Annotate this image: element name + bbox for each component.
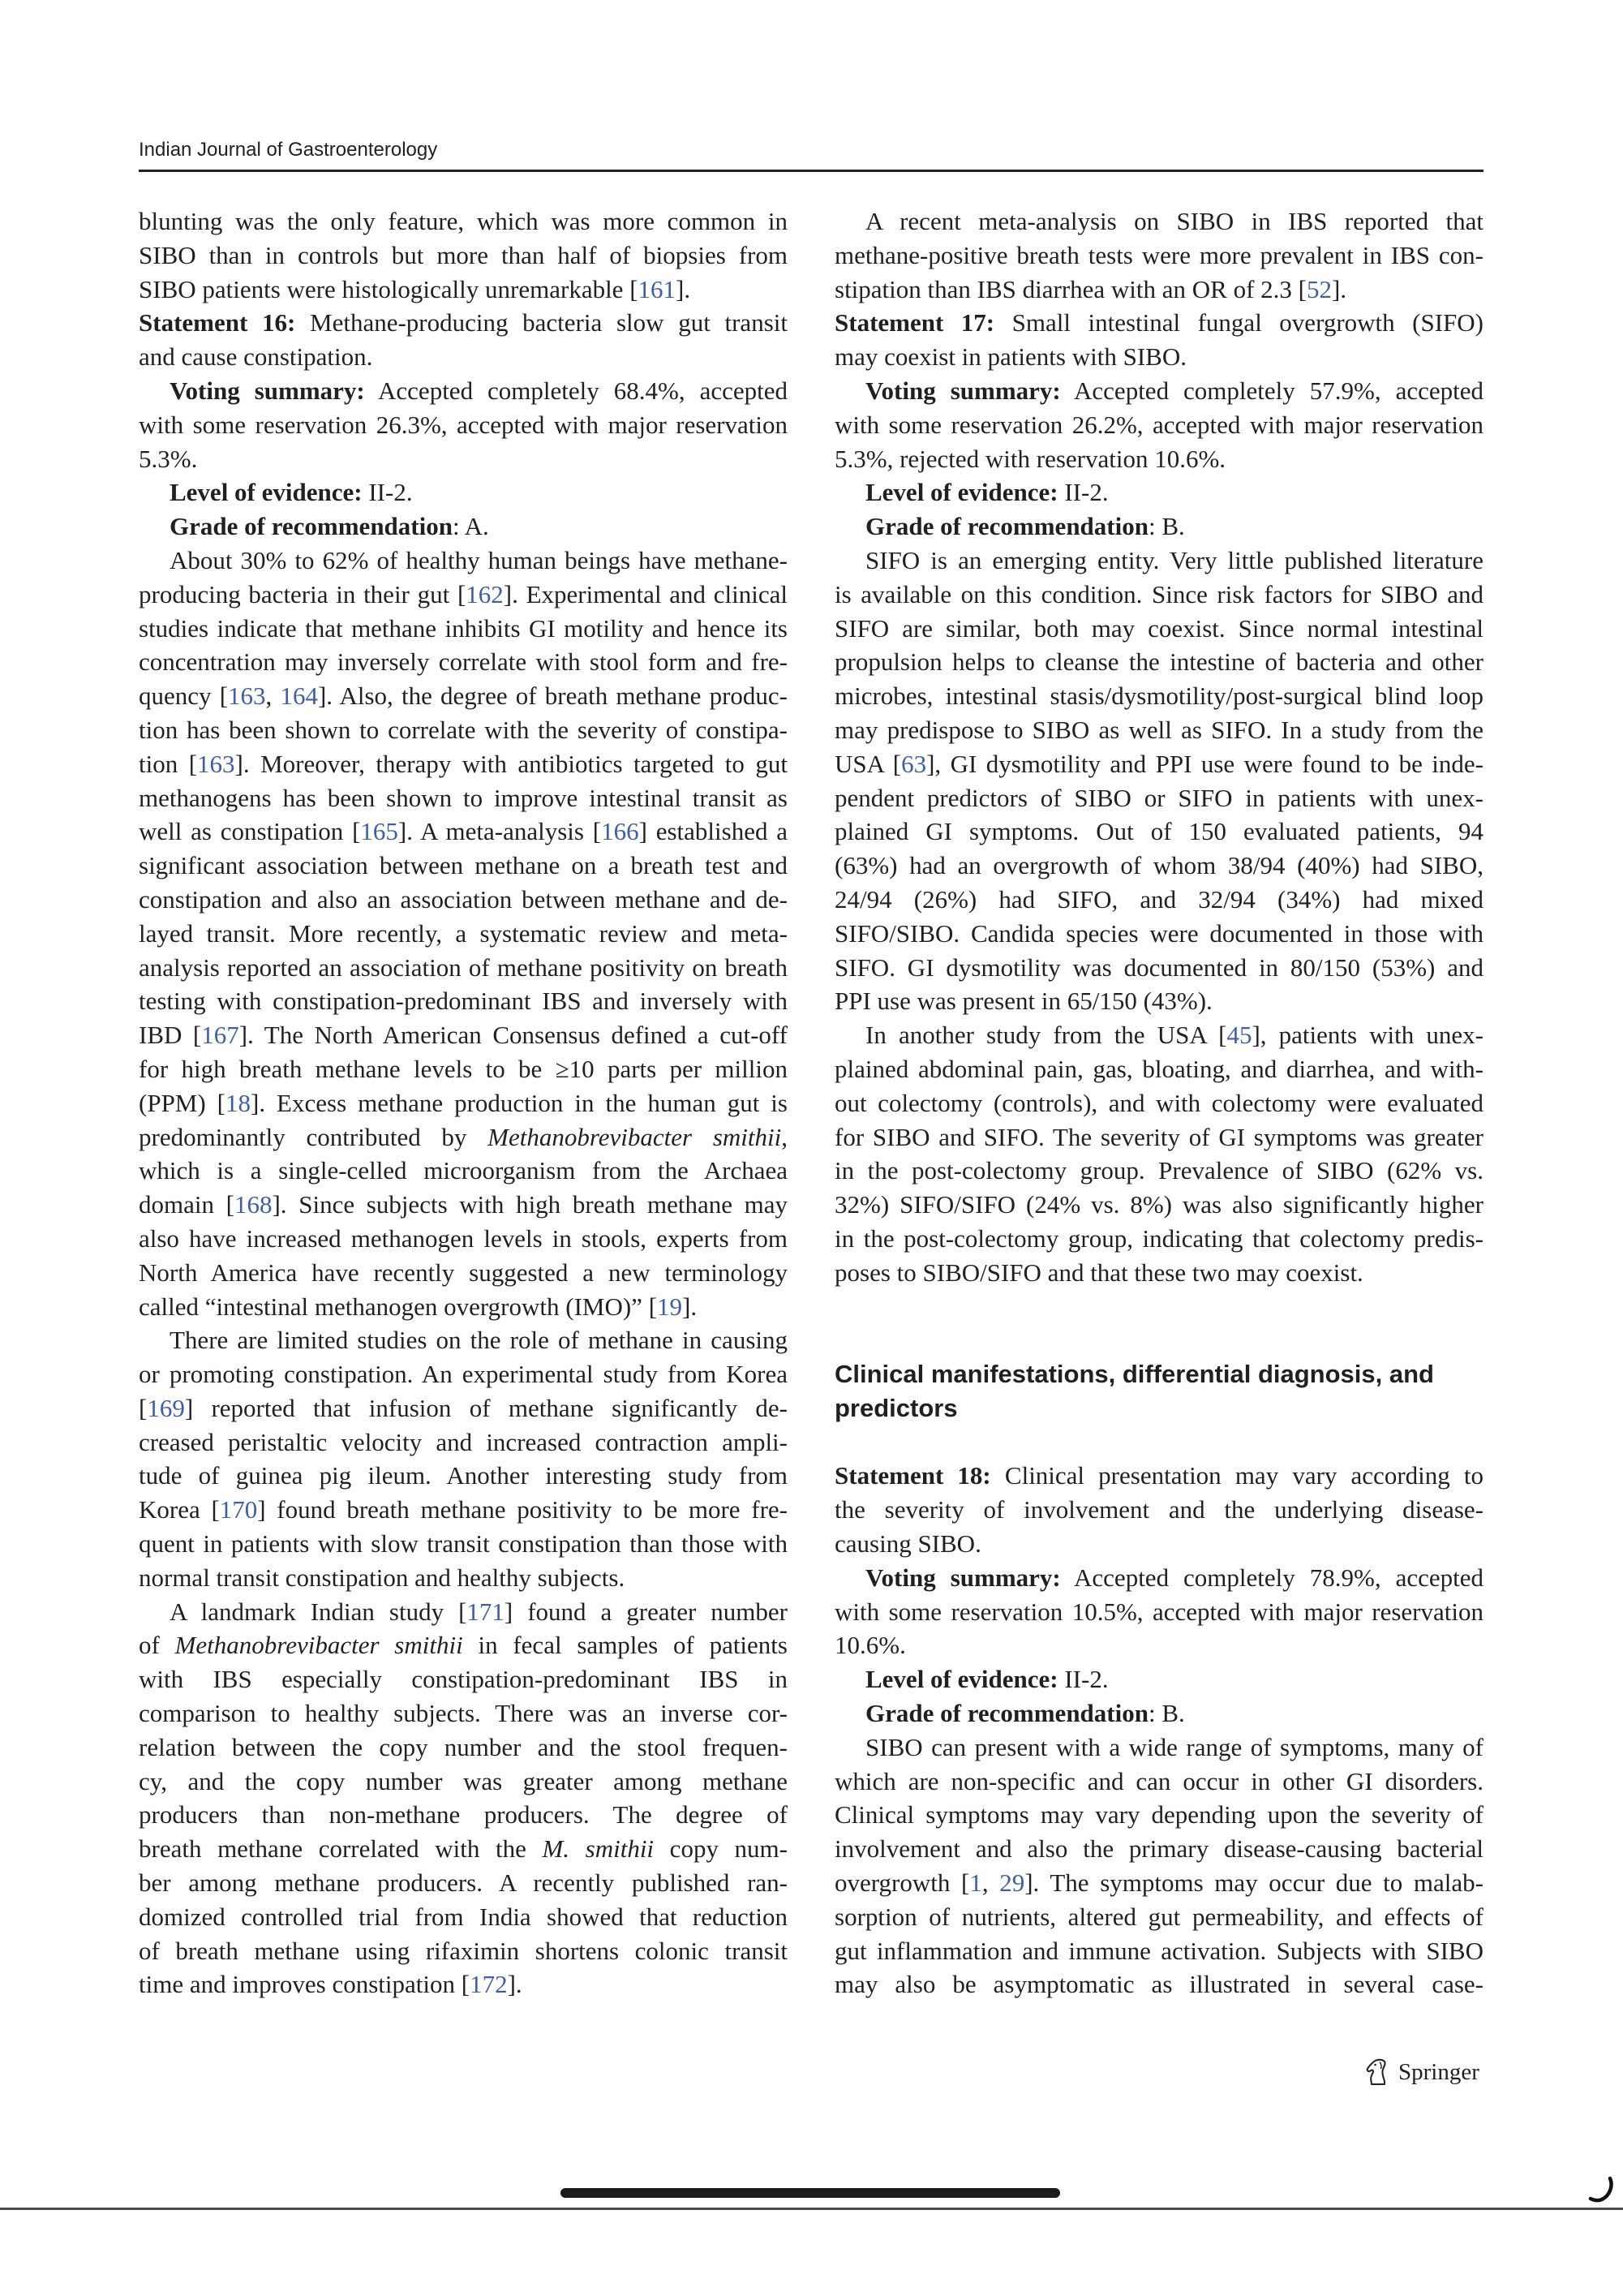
text-line <box>139 849 788 883</box>
home-indicator[interactable] <box>560 2188 1060 2198</box>
text-run: predominantly contributed by <box>139 1122 488 1151</box>
text-line <box>139 1798 788 1832</box>
text-line <box>139 645 788 679</box>
text-run: involvement and also the primary disease-causing bacterial <box>835 1834 1483 1864</box>
text-line <box>835 951 1483 985</box>
text-line <box>835 1662 1483 1696</box>
text-run: ]. Since subjects with high breath methane may <box>272 1190 788 1219</box>
text-line <box>139 544 788 578</box>
text-run: ]. Also, the degree of breath methane produc- <box>317 681 788 711</box>
text-line <box>139 1459 788 1493</box>
body-paragraph <box>139 1595 788 2002</box>
text-run: comparison to healthy subjects. There was an inverse cor- <box>139 1699 788 1728</box>
text-line <box>835 1493 1483 1527</box>
text-run: ]. <box>507 1970 522 1999</box>
viewer-bottom-edge <box>0 2208 1623 2210</box>
body-paragraph <box>835 544 1483 1018</box>
text-line <box>139 1832 788 1866</box>
text-run: ]. <box>682 1292 698 1321</box>
text-run: which are non-specific and can occur in other GI disorders. <box>835 1766 1483 1795</box>
text-line <box>835 1866 1483 1900</box>
text-run: 10.6%. <box>835 1631 906 1660</box>
text-run: (63%) had an overgrowth of whom 38/94 (40%) had SIBO, <box>835 851 1483 880</box>
text-line <box>139 1527 788 1561</box>
text-run: blunting was the only feature, which was more common in <box>139 207 788 235</box>
text-line <box>139 951 788 985</box>
text-run: normal transit constipation and healthy subjects. <box>139 1563 625 1592</box>
text-run: tion [ <box>139 749 198 778</box>
text-line <box>835 1696 1483 1731</box>
consensus-detail <box>835 374 1483 475</box>
italic-term: Methanobrevibacter smithii <box>487 1122 782 1151</box>
body-paragraph <box>139 544 788 1323</box>
text-line <box>139 1425 788 1460</box>
text-run: ]. A meta-analysis [ <box>397 817 602 846</box>
text-line <box>835 1188 1483 1222</box>
text-line <box>835 510 1483 544</box>
citation-link[interactable]: 1 <box>969 1868 982 1898</box>
consensus-detail <box>835 1662 1483 1696</box>
text-run: producers than non-methane producers. The degree of <box>139 1800 788 1829</box>
text-run: USA [ <box>835 749 902 778</box>
text-line <box>835 1527 1483 1561</box>
text-run: for high breath methane levels to be ≥10 parts per million <box>139 1054 788 1083</box>
text-run: [ <box>139 1393 148 1422</box>
text-run: PPI use was present in 65/150 (43%). <box>835 987 1213 1016</box>
text-run: testing with constipation-predominant IBS and inversely with <box>139 987 788 1016</box>
text-line <box>835 1967 1483 2001</box>
text-run: plained GI symptoms. Out of 150 evaluated patients, 94 <box>835 817 1483 846</box>
text-run: North America have recently suggested a new terminology <box>139 1258 788 1287</box>
bold-label: Voting summary: <box>865 376 1061 405</box>
text-run: predictors <box>835 1393 958 1422</box>
text-run: for SIBO and SIFO. The severity of GI symptoms was greater <box>835 1122 1483 1151</box>
text-line <box>835 1900 1483 1934</box>
text-line <box>139 578 788 612</box>
text-run: , <box>781 1122 788 1151</box>
text-run: propulsion helps to cleanse the intestine of bacteria and other <box>835 647 1483 677</box>
text-run: overgrowth [ <box>835 1868 970 1898</box>
text-line <box>835 883 1483 917</box>
text-run: Accepted completely 78.9%, accepted <box>1060 1563 1483 1592</box>
bold-label: Statement 18: <box>835 1461 991 1490</box>
text-line <box>139 1900 788 1934</box>
text-line <box>835 273 1483 307</box>
text-line <box>835 1561 1483 1595</box>
text-run: creased peristaltic velocity and increased contraction ampli- <box>139 1427 788 1456</box>
bold-label: Grade of recommendation <box>865 512 1149 541</box>
text-run: II-2. <box>1058 1665 1109 1694</box>
text-run: relation between the copy number and the stool frequen- <box>139 1732 788 1761</box>
citation-link[interactable]: 163 <box>197 749 235 778</box>
text-line <box>835 1731 1483 1765</box>
text-run: cy, and the copy number was greater among methane <box>139 1766 788 1795</box>
text-line <box>139 1731 788 1765</box>
heading-line <box>835 1357 1483 1391</box>
citation-link[interactable]: 161 <box>638 274 676 303</box>
text-run: of <box>139 1631 175 1660</box>
text-run: microbes, intestinal stasis/dysmotility/post-surgical blind loop <box>835 681 1483 711</box>
text-run: SIFO/SIBO. Candida species were documented in those with <box>835 918 1483 948</box>
text-line <box>835 747 1483 781</box>
text-run: pendent predictors of SIBO or SIFO in patients with unex- <box>835 783 1483 812</box>
springer-knight-icon <box>1363 2057 1392 2087</box>
text-run: called “intestinal methanogen overgrowth (IMO)” [ <box>139 1292 658 1321</box>
text-run: plained abdominal pain, gas, bloating, and diarrhea, and with- <box>835 1054 1483 1083</box>
text-line <box>835 1018 1483 1052</box>
text-line <box>139 475 788 510</box>
text-run: may predispose to SIBO as well as SIFO. In a study from the <box>835 715 1483 744</box>
text-run: : A. <box>452 512 489 541</box>
text-run: poses to SIBO/SIFO and that these two may coexist. <box>835 1258 1363 1287</box>
text-run: gut inflammation and immune activation. Subjects with SIBO <box>835 1936 1483 1965</box>
citation-link[interactable]: 166 <box>601 817 639 846</box>
body-paragraph <box>835 1018 1483 1289</box>
statement-paragraph <box>835 306 1483 374</box>
text-run: ]. Excess methane production in the human gut is <box>251 1088 788 1117</box>
right-column <box>835 204 1483 2001</box>
text-run: also have increased methanogen levels in stools, experts from <box>139 1223 788 1253</box>
text-run: , <box>265 681 281 711</box>
text-line <box>139 1967 788 2001</box>
text-line <box>139 1323 788 1357</box>
text-line <box>139 1290 788 1324</box>
text-line <box>139 612 788 646</box>
text-run: significant association between methane on a breath test and <box>139 851 788 880</box>
italic-term: Methanobrevibacter smithii <box>174 1631 463 1660</box>
consensus-detail <box>835 510 1483 544</box>
citation-link[interactable]: 18 <box>225 1088 251 1117</box>
text-line <box>139 1493 788 1527</box>
text-run: with some reservation 10.5%, accepted with major reservation <box>835 1597 1483 1626</box>
text-line <box>835 374 1483 408</box>
citation-link[interactable]: 169 <box>147 1393 185 1422</box>
bold-label: Voting summary: <box>865 1563 1061 1592</box>
text-run: : B. <box>1148 512 1185 541</box>
text-run: SIBO can present with a wide range of symptoms, many of <box>865 1732 1483 1761</box>
text-line <box>139 1357 788 1391</box>
text-run: II-2. <box>1058 478 1109 507</box>
text-line <box>139 1595 788 1629</box>
text-line <box>139 374 788 408</box>
consensus-detail <box>139 374 788 475</box>
text-line <box>835 408 1483 442</box>
section-heading <box>835 1357 1483 1425</box>
consensus-detail <box>139 475 788 510</box>
text-line <box>835 1595 1483 1629</box>
text-run: or promoting constipation. An experimental study from Korea <box>139 1360 788 1389</box>
text-run: in the post-colectomy group, indicating that colectomy predis- <box>835 1223 1483 1253</box>
text-line <box>139 679 788 713</box>
text-line <box>139 1256 788 1290</box>
text-line <box>139 1765 788 1799</box>
continued-paragraph <box>139 204 788 306</box>
text-run: out colectomy (controls), and with colectomy were evaluated <box>835 1088 1483 1117</box>
text-line <box>835 612 1483 646</box>
bold-label: Statement 16: <box>139 308 296 338</box>
text-line <box>139 1086 788 1120</box>
text-line <box>835 544 1483 578</box>
text-run: : B. <box>1148 1699 1185 1728</box>
text-line <box>139 442 788 476</box>
text-line <box>139 1391 788 1425</box>
consensus-detail <box>835 1561 1483 1662</box>
text-run: ] reported that infusion of methane significantly de- <box>184 1393 788 1422</box>
text-run: analysis reported an association of methane positivity on breath <box>139 952 788 982</box>
text-run: ] established a <box>638 817 788 846</box>
text-line <box>835 1052 1483 1086</box>
text-run: A recent meta-analysis on SIBO in IBS reported that <box>865 207 1483 235</box>
text-line <box>139 815 788 849</box>
text-run: 24/94 (26%) had SIFO, and 32/94 (34%) had mixed <box>835 884 1483 914</box>
journal-running-head: Indian Journal of Gastroenterology <box>139 139 438 161</box>
text-run: may coexist in patients with SIBO. <box>835 342 1187 372</box>
citation-link[interactable]: 162 <box>466 579 504 608</box>
text-run: Clinical manifestations, differential diagnosis, and <box>835 1360 1434 1389</box>
text-line <box>835 1120 1483 1154</box>
text-run: time and improves constipation [ <box>139 1970 470 1999</box>
citation-link[interactable]: 163 <box>228 681 266 711</box>
text-run: (PPM) [ <box>139 1088 225 1117</box>
text-line <box>139 1222 788 1256</box>
citation-link[interactable]: 19 <box>657 1292 683 1321</box>
text-line <box>835 1934 1483 1968</box>
text-line <box>139 747 788 781</box>
text-line <box>835 1086 1483 1120</box>
text-run: Clinical symptoms may vary depending upon the severity of <box>835 1800 1483 1829</box>
text-line <box>835 1832 1483 1866</box>
text-run: II-2. <box>362 478 413 507</box>
text-run: layed transit. More recently, a systematic review and meta- <box>139 918 788 948</box>
italic-term: M. smithii <box>542 1834 655 1864</box>
citation-link[interactable]: 63 <box>901 749 927 778</box>
text-line <box>835 1256 1483 1290</box>
text-line <box>835 239 1483 273</box>
text-run: copy num- <box>654 1834 788 1864</box>
bold-label: Level of evidence: <box>865 1665 1058 1694</box>
text-run: quent in patients with slow transit constipation than those with <box>139 1529 788 1559</box>
text-line <box>835 849 1483 883</box>
citation-link[interactable]: 165 <box>360 817 398 846</box>
text-line <box>835 1222 1483 1256</box>
text-run: ] found a greater number <box>504 1597 788 1626</box>
text-run: may also be asymptomatic as illustrated in several case- <box>835 1970 1483 1999</box>
text-line <box>835 1154 1483 1188</box>
text-line <box>139 1662 788 1696</box>
text-line <box>835 1459 1483 1493</box>
text-line <box>139 1866 788 1900</box>
text-run: 5.3%. <box>139 444 198 473</box>
bold-label: Statement 17: <box>835 308 995 338</box>
citation-link[interactable]: 29 <box>999 1868 1025 1898</box>
text-run: ]. Experimental and clinical <box>503 579 788 608</box>
header-rule <box>139 170 1483 172</box>
body-paragraph <box>835 204 1483 306</box>
text-run: is available on this condition. Since risk factors for SIBO and <box>835 579 1483 608</box>
text-run: About 30% to 62% of healthy human beings have methane- <box>170 545 788 574</box>
text-line <box>835 1765 1483 1799</box>
text-run: In another study from the USA [ <box>865 1021 1227 1050</box>
text-run: domized controlled trial from India showed that reduction <box>139 1902 788 1931</box>
text-line <box>835 984 1483 1018</box>
text-run: with some reservation 26.2%, accepted with major reservation <box>835 410 1483 439</box>
citation-link[interactable]: 52 <box>1307 274 1333 303</box>
text-run: concentration may inversely correlate with stool form and fre- <box>139 647 788 677</box>
text-run: SIBO patients were histologically unremarkable [ <box>139 274 638 303</box>
text-run: tion has been shown to correlate with the severity of constipa- <box>139 715 788 744</box>
text-line <box>139 1154 788 1188</box>
text-line <box>835 578 1483 612</box>
bold-label: Grade of recommendation <box>865 1699 1149 1728</box>
text-run: of breath methane using rifaximin shortens colonic transit <box>139 1936 788 1965</box>
text-run: domain [ <box>139 1190 234 1219</box>
text-run: SIFO is an emerging entity. Very little published literature <box>865 545 1483 574</box>
statement-paragraph <box>139 306 788 374</box>
text-run: which is a single-celled microorganism from the Archaea <box>139 1156 788 1185</box>
text-line <box>835 815 1483 849</box>
text-run: sorption of nutrients, altered gut permeability, and effects of <box>835 1902 1483 1931</box>
text-run: ]. The North American Consensus defined a cut-off <box>238 1021 788 1050</box>
text-line <box>835 713 1483 747</box>
citation-link[interactable]: 167 <box>201 1021 239 1050</box>
text-run: Accepted completely 68.4%, accepted <box>364 376 788 405</box>
text-line <box>139 408 788 442</box>
text-line <box>835 645 1483 679</box>
text-line <box>139 306 788 340</box>
citation-link[interactable]: 45 <box>1226 1021 1252 1050</box>
text-run: ]. The symptoms may occur due to malab- <box>1024 1868 1484 1898</box>
body-paragraph <box>835 1731 1483 2001</box>
text-line <box>139 713 788 747</box>
text-line <box>835 306 1483 340</box>
heading-line <box>835 1391 1483 1425</box>
text-run: ]. <box>1332 274 1347 303</box>
text-run: A landmark Indian study [ <box>170 1597 467 1626</box>
text-run: Korea [ <box>139 1495 220 1524</box>
text-run: the severity of involvement and the underlying disease- <box>835 1495 1483 1524</box>
citation-link[interactable]: 171 <box>466 1597 505 1626</box>
consensus-detail <box>139 510 788 544</box>
publisher-logo <box>1363 2056 1479 2088</box>
text-run: with IBS especially constipation-predominant IBS in <box>139 1665 788 1694</box>
citation-link[interactable]: 170 <box>219 1495 258 1524</box>
text-line <box>835 679 1483 713</box>
publisher-name: Springer <box>1398 2059 1479 2085</box>
bold-label: Voting summary: <box>170 376 365 405</box>
text-run: methanogens has been shown to improve intestinal transit as <box>139 783 788 812</box>
page-curl-icon[interactable] <box>1588 2176 1616 2204</box>
citation-link[interactable]: 168 <box>234 1190 273 1219</box>
text-run: stipation than IBS diarrhea with an OR of 2.3 [ <box>835 274 1307 303</box>
left-column <box>139 204 788 2001</box>
text-line <box>835 1628 1483 1662</box>
text-run: quency [ <box>139 681 229 711</box>
text-run: with some reservation 26.3%, accepted with major reservation <box>139 410 788 439</box>
text-line <box>139 984 788 1018</box>
citation-link[interactable]: 172 <box>470 1970 508 1999</box>
text-line <box>139 273 788 307</box>
body-paragraph <box>139 1323 788 1594</box>
text-run: 32%) SIFO/SIFO (24% vs. 8%) was also significantly higher <box>835 1190 1483 1219</box>
text-line <box>139 781 788 815</box>
text-line <box>835 917 1483 951</box>
text-line <box>139 1934 788 1968</box>
text-run: well as constipation [ <box>139 817 361 846</box>
text-run: and cause constipation. <box>139 342 373 372</box>
text-line <box>139 1561 788 1595</box>
text-line <box>139 1628 788 1662</box>
text-run: producing bacteria in their gut [ <box>139 579 466 608</box>
text-run: breath methane correlated with the <box>139 1834 543 1864</box>
text-line <box>835 442 1483 476</box>
consensus-detail <box>835 475 1483 510</box>
bold-label: Level of evidence: <box>170 478 363 507</box>
text-line <box>835 781 1483 815</box>
text-run: causing SIBO. <box>835 1529 981 1559</box>
text-run: ]. <box>676 274 691 303</box>
text-line <box>139 510 788 544</box>
citation-link[interactable]: 164 <box>280 681 318 711</box>
text-line <box>139 1052 788 1086</box>
text-run: tude of guinea pig ileum. Another interesting study from <box>139 1461 788 1490</box>
statement-paragraph <box>835 1459 1483 1560</box>
text-line <box>835 475 1483 510</box>
text-line <box>139 1120 788 1154</box>
bold-label: Level of evidence: <box>865 478 1058 507</box>
text-run: SIBO than in controls but more than half of biopsies from <box>139 240 788 269</box>
text-line <box>139 340 788 374</box>
text-line <box>835 204 1483 239</box>
text-run: Accepted completely 57.9%, accepted <box>1060 376 1483 405</box>
text-run: studies indicate that methane inhibits GI motility and hence its <box>139 613 788 643</box>
text-run: ], GI dysmotility and PPI use were found to be inde- <box>926 749 1483 778</box>
text-run: in fecal samples of patients <box>462 1631 788 1660</box>
text-run: , <box>981 1868 1000 1898</box>
text-line <box>139 239 788 273</box>
text-run: ber among methane producers. A recently published ran- <box>139 1868 788 1898</box>
text-run: ] found breath methane positivity to be more fre- <box>257 1495 788 1524</box>
text-run: constipation and also an association between methane and de- <box>139 884 788 914</box>
text-run: ]. Moreover, therapy with antibiotics targeted to gut <box>234 749 788 778</box>
text-line <box>139 1018 788 1052</box>
text-line <box>139 917 788 951</box>
text-run: SIFO are similar, both may coexist. Since normal intestinal <box>835 613 1483 643</box>
text-run: ], patients with unex- <box>1252 1021 1483 1050</box>
consensus-detail <box>835 1696 1483 1731</box>
text-run: Small intestinal fungal overgrowth (SIFO) <box>994 308 1483 338</box>
text-run: There are limited studies on the role of methane in causing <box>170 1326 788 1355</box>
text-run: methane-positive breath tests were more prevalent in IBS con- <box>835 240 1483 269</box>
text-run: SIFO. GI dysmotility was documented in 80/150 (53%) and <box>835 952 1483 982</box>
text-run: Clinical presentation may vary according to <box>990 1461 1484 1490</box>
text-run: 5.3%, rejected with reservation 10.6%. <box>835 444 1226 473</box>
text-line <box>139 204 788 239</box>
text-line <box>139 883 788 917</box>
text-line <box>139 1696 788 1731</box>
text-run: in the post-colectomy group. Prevalence of SIBO (62% vs. <box>835 1156 1483 1185</box>
text-line <box>835 340 1483 374</box>
bold-label: Grade of recommendation <box>170 512 453 541</box>
text-run: IBD [ <box>139 1021 202 1050</box>
text-run: Methane-producing bacteria slow gut transit <box>295 308 788 338</box>
text-line <box>835 1798 1483 1832</box>
text-line <box>139 1188 788 1222</box>
